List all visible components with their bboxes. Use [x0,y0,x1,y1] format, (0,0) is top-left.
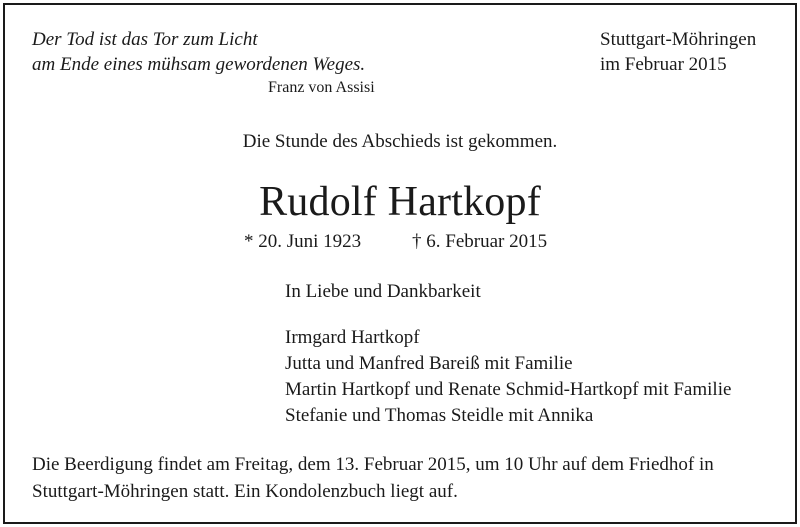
mourner-name: Jutta und Manfred Bareiß mit Familie [285,353,573,374]
notice-border [3,3,797,524]
funeral-info-line-1: Die Beerdigung findet am Freitag, dem 13. Februar 2015, um 10 Uhr auf dem Friedhof in [32,454,714,475]
notice-date: im Februar 2015 [600,54,727,75]
place: Stuttgart-Möhringen [600,29,757,50]
birth-date: * 20. Juni 1923 [244,231,362,252]
quote-line-1: Der Tod ist das Tor zum Licht [32,29,258,50]
mourner-name: Irmgard Hartkopf [285,327,420,348]
mourner-name: Martin Hartkopf und Renate Schmid-Hartkopf mit Familie [285,379,732,400]
funeral-info-line-2: Stuttgart-Möhringen statt. Ein Kondolenzbuch liegt auf. [32,481,458,502]
quote-author: Franz von Assisi [268,79,375,96]
mourner-name: Stefanie und Thomas Steidle mit Annika [285,405,594,426]
mourners-opening: In Liebe und Dankbarkeit [285,281,481,302]
quote-line-2: am Ende eines mühsam gewordenen Weges. [32,54,366,75]
death-date: † 6. Februar 2015 [412,231,548,252]
deceased-name: Rudolf Hartkopf [259,179,541,225]
mourners-block [285,279,731,429]
intro-text: Die Stunde des Abschieds ist gekommen. [242,131,558,152]
